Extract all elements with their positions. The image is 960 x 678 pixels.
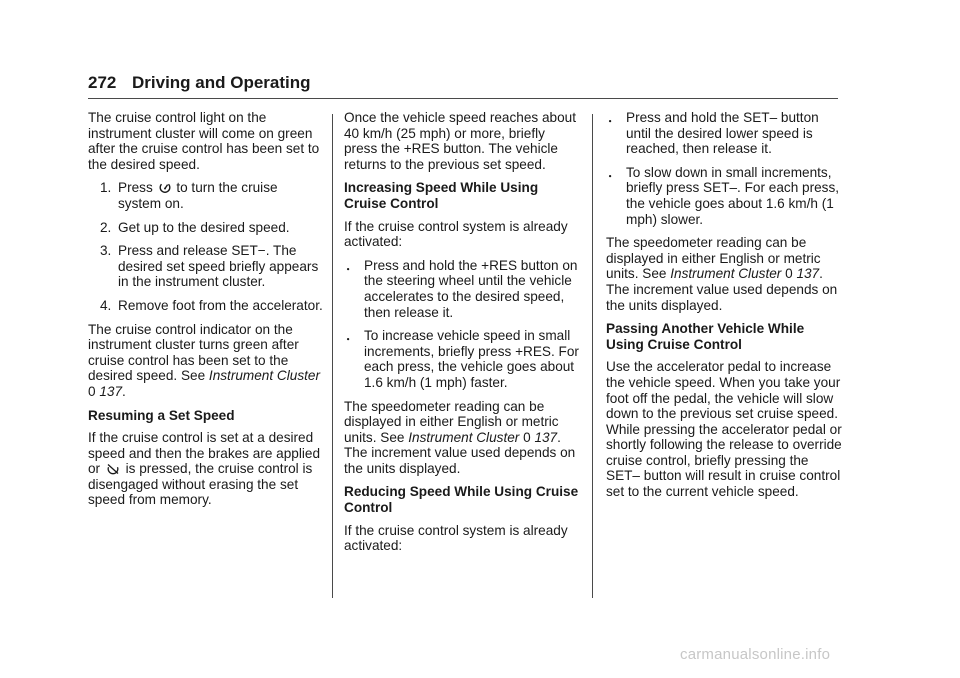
section-heading: Resuming a Set Speed [88, 407, 235, 423]
paragraph-text: The cruise control indicator on the instrument cluster turns green after cruise control has been set to the desired speed. See [88, 321, 299, 384]
bullet-item [606, 165, 842, 227]
paragraph: The cruise control light on the instrument cluster will come on green after the cruise control has been set to the desired speed. [88, 110, 320, 172]
paragraph [344, 399, 580, 477]
section-heading: Increasing Speed While Using Cruise Control [344, 180, 539, 211]
step-text: Press [118, 180, 153, 196]
step-text: to turn the cruise system on. [118, 180, 278, 211]
paragraph: Once the vehicle speed reaches about 40 km/h (25 mph) or more, briefly press the +RES button. The vehicle returns to the previous set speed. [344, 110, 577, 172]
section-title: Driving and Operating [132, 73, 311, 92]
paragraph: If the cruise control system is already activated: [344, 218, 568, 250]
bullet-mark: ． [346, 328, 360, 344]
page-reference[interactable]: 137 [796, 266, 820, 282]
step-number: 3. [100, 243, 112, 259]
step-text: Get up to the desired speed. [118, 219, 290, 235]
bullet-item [344, 258, 580, 320]
column-1 [88, 110, 324, 516]
paragraph-text: The speedometer reading can be displayed in either English or metric units. See [344, 398, 559, 445]
paragraph [606, 235, 842, 313]
page-header [88, 68, 838, 99]
page-number: 272 [88, 73, 117, 92]
paragraph-text: . [122, 383, 126, 399]
bullet-text: Press and hold the +RES button on the steering wheel until the vehicle accelerates to the desired speed, then release it. [364, 257, 578, 320]
cross-reference-link[interactable]: Instrument Cluster [208, 368, 320, 384]
page-reference[interactable]: 137 [534, 429, 558, 445]
column-divider-1 [332, 114, 333, 598]
page-arrow: 0 [88, 383, 96, 399]
bullet-text: Press and hold the SET– button until the desired lower speed is reached, then release it. [626, 110, 819, 157]
bullet-item [344, 328, 580, 390]
cruise-cancel-icon [106, 463, 120, 475]
bullet-mark: ． [608, 110, 622, 125]
page-arrow: 0 [785, 266, 793, 282]
page-reference[interactable]: 137 [99, 383, 123, 399]
cross-reference-link[interactable]: Instrument Cluster [670, 266, 782, 282]
paragraph-text: . The increment value used depends on the units displayed. [606, 266, 838, 313]
section-heading: Passing Another Vehicle While Using Cruise Control [606, 321, 805, 352]
paragraph: Use the accelerator pedal to increase the vehicle speed. When you take your foot off the pedal, the vehicle will slow down to the previous set cruise speed. While pressing the accelerator pedal or shortly following the release to override cruise control, briefly pressing the SET– button will result in cruise control set to the current vehicle speed. [606, 359, 842, 500]
step-number: 4. [100, 297, 112, 313]
page-arrow: 0 [523, 429, 531, 445]
watermark: carmanualsonline.info [680, 646, 831, 663]
step-number: 2. [100, 219, 112, 235]
bullet-item [606, 110, 842, 157]
numbered-step-4 [88, 298, 324, 314]
paragraph-text: . The increment value used depends on the units displayed. [344, 429, 576, 476]
column-divider-2 [592, 114, 593, 598]
paragraph-text: is pressed, the cruise control is disengaged without erasing the set speed from memory. [88, 461, 313, 508]
bullet-mark: ． [346, 257, 360, 273]
step-text: Press and release SET−. The desired set speed briefly appears in the instrument cluster. [118, 243, 319, 290]
cross-reference-link[interactable]: Instrument Cluster [408, 429, 520, 445]
step-text: Remove foot from the accelerator. [118, 297, 323, 313]
bullet-text: To increase vehicle speed in small increments, briefly press +RES. For each press, the vehicle goes about 1.6 km/h (1 mph) faster. [364, 328, 579, 390]
column-2 [344, 110, 580, 562]
numbered-step-2 [88, 220, 324, 236]
bullet-text: To slow down in small increments, briefly press SET–. For each press, the vehicle goes about 1.6 km/h (1 mph) slower. [626, 164, 840, 227]
column-3 [606, 110, 842, 508]
step-number: 1. [100, 180, 112, 196]
paragraph: If the cruise control system is already activated: [344, 522, 568, 554]
section-heading: Reducing Speed While Using Cruise Control [344, 484, 579, 516]
paragraph [88, 430, 324, 508]
paragraph-text: If the cruise control is set at a desired speed and then the brakes are applied or [88, 430, 321, 477]
paragraph [88, 322, 324, 400]
paragraph-text: The speedometer reading can be displayed in either English or metric units. See [606, 235, 821, 282]
numbered-step-3 [88, 243, 324, 290]
bullet-mark: ． [608, 164, 622, 180]
cruise-control-icon [159, 181, 171, 194]
numbered-step-1 [88, 180, 324, 211]
